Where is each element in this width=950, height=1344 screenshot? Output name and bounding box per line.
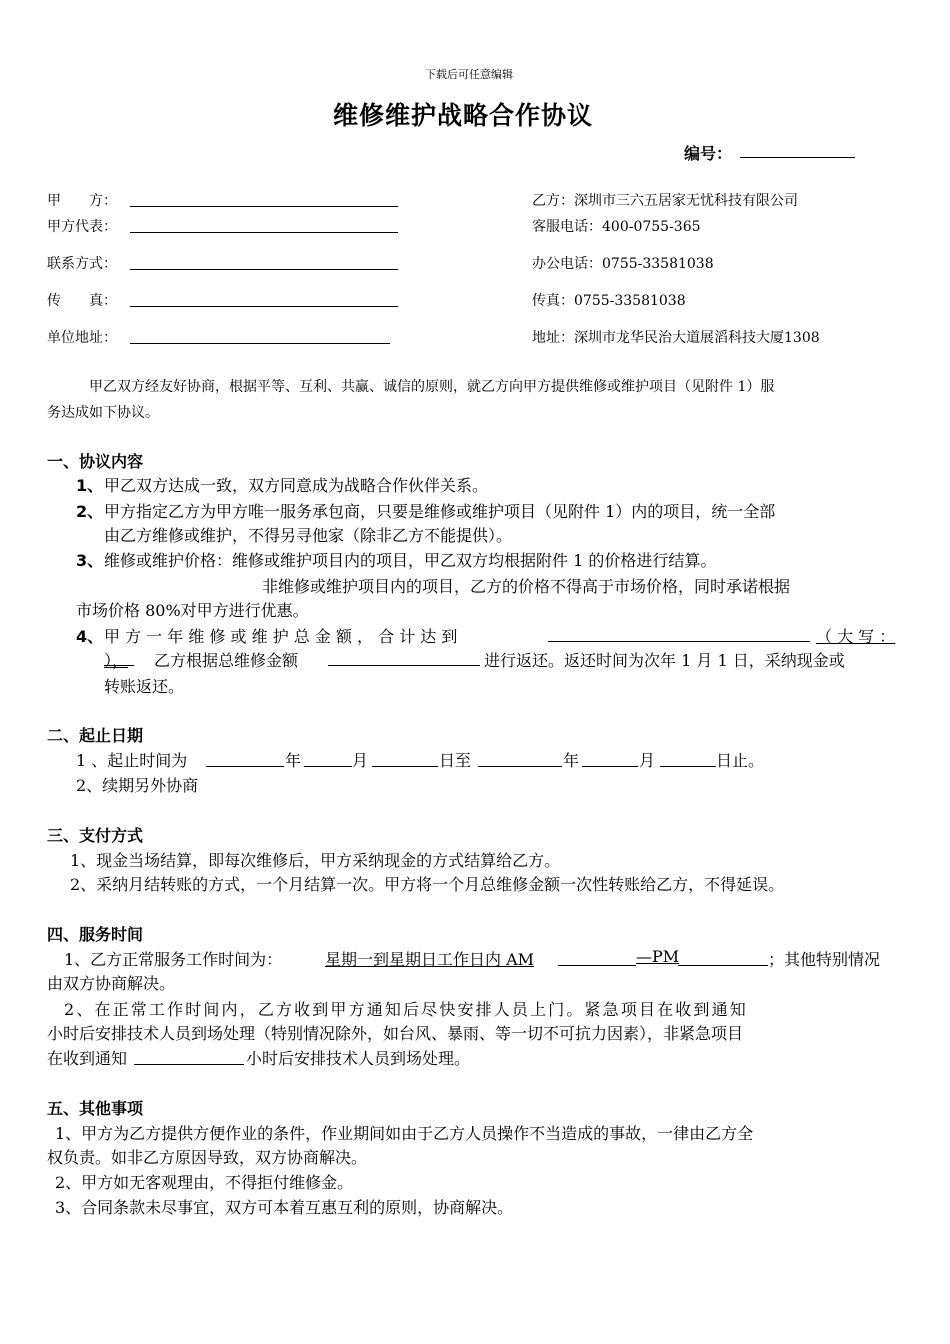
party-b-name: 乙方：深圳市三六五居家无忧科技有限公司 bbox=[532, 193, 798, 209]
s1-item2-number: 2、 bbox=[76, 502, 104, 521]
start-year-line[interactable] bbox=[206, 766, 284, 767]
s1-item2-line1: 甲方指定乙方为甲方唯一服务承包商，只要是维修或维护项目（见附件 1）内的项目，统一全部 bbox=[104, 502, 776, 521]
s1-item1-text: 甲乙双方达成一致，双方同意成为战略合作伙伴关系。 bbox=[104, 476, 489, 495]
party-a-fax-line[interactable] bbox=[130, 306, 398, 307]
s1-item4-number: 4、 bbox=[76, 627, 104, 646]
s3-item1-text: 1、现金当场结算，即每次维修后，甲方采纳现金的方式结算给乙方。 bbox=[70, 851, 561, 870]
s1-item3-line1: 维修或维护价格：维修或维护项目内的项目，甲乙双方均根据附件 1 的价格进行结算。 bbox=[104, 551, 717, 570]
party-a-contact-line[interactable] bbox=[130, 269, 398, 270]
intro-line-1: 甲乙双方经友好协商，根据平等、互利、共赢、诚信的原则，就乙方向甲方提供维修或维护项目（见附件 1）服 bbox=[89, 379, 775, 395]
s2-item1-text: 1 、起止时间为 bbox=[76, 751, 188, 770]
header-note: 下载后可任意编辑 bbox=[425, 68, 513, 81]
s4-item1-text-d: ；其他特别情况 bbox=[768, 950, 881, 969]
s4-item2-line3-a: 在收到通知 bbox=[47, 1049, 128, 1068]
s1-item4-text-e: 进行返还。返还时间为次年 1 月 1 日，采纳现金或 bbox=[484, 651, 845, 670]
number-field-line[interactable] bbox=[740, 157, 855, 158]
end-year-line[interactable] bbox=[478, 766, 562, 767]
start-day-line[interactable] bbox=[372, 766, 438, 767]
s5-item3-text: 3、合同条款未尽事宜，双方可本着互惠互利的原则，协商解决。 bbox=[55, 1198, 514, 1217]
party-b-address: 地址：深圳市龙华民治大道展滔科技大厦1308 bbox=[532, 330, 820, 346]
s4-item1-text-a: 1、乙方正常服务工作时间为： bbox=[64, 950, 283, 969]
end-day-line[interactable] bbox=[660, 766, 716, 767]
number-label: 编号： bbox=[684, 144, 733, 163]
s4-item1-text-b: 星期一到星期日工作日内 AM bbox=[325, 950, 535, 969]
s2-year-label: 年 bbox=[285, 751, 302, 770]
s1-item3-line2: 非维修或维护项目内的项目，乙方的价格不得高于市场价格，同时承诺根据 bbox=[262, 577, 791, 596]
s2-month-label: 月 bbox=[352, 751, 369, 770]
s1-item4-text-c: ）， bbox=[104, 651, 129, 670]
party-a-rep-label: 甲方代表： bbox=[47, 219, 117, 235]
s1-item3-line3: 市场价格 80%对甲方进行优惠。 bbox=[76, 601, 309, 620]
total-amount-line[interactable] bbox=[548, 641, 810, 642]
party-a-rep-line[interactable] bbox=[130, 232, 398, 233]
party-a-name-label: 甲 方： bbox=[47, 193, 117, 209]
party-b-fax: 传真：0755-33581038 bbox=[532, 293, 686, 309]
section2-heading: 二、起止日期 bbox=[47, 726, 144, 745]
s2-day-to-label: 日至 bbox=[439, 751, 472, 770]
party-a-name-line[interactable] bbox=[130, 206, 398, 207]
non-urgent-hours-line[interactable] bbox=[134, 1064, 244, 1065]
party-a-address-line[interactable] bbox=[130, 343, 390, 344]
s3-item2-text: 2、采纳月结转账的方式，一个月结算一次。甲方将一个月总维修金额一次性转账给乙方，不得延误。 bbox=[70, 875, 785, 894]
section3-heading: 三、支付方式 bbox=[47, 826, 144, 845]
s1-item4-text-d: 乙方根据总维修金额 bbox=[154, 651, 299, 670]
pm-time-line[interactable] bbox=[678, 965, 768, 966]
s4-item2-line1: 2、在正常工作时间内，乙方收到甲方通知后尽快安排人员上门。紧急项目在收到通知 bbox=[64, 1000, 748, 1019]
party-a-fax-label: 传 真： bbox=[47, 293, 117, 309]
party-b-service-phone: 客服电话：400-0755-365 bbox=[532, 219, 701, 235]
s4-item2-line3-b: 小时后安排技术人员到场处理。 bbox=[246, 1049, 471, 1068]
s1-item3-number: 3、 bbox=[76, 551, 104, 570]
s2-day-end-label: 日止。 bbox=[716, 751, 765, 770]
rebate-amount-line[interactable] bbox=[328, 665, 480, 666]
section1-heading: 一、协议内容 bbox=[47, 452, 144, 471]
party-a-address-label: 单位地址： bbox=[47, 330, 117, 346]
s5-item1-line2: 权负责。如非乙方原因导致，双方协商解决。 bbox=[47, 1148, 368, 1167]
s2-end-year-label: 年 bbox=[563, 751, 580, 770]
section5-heading: 五、其他事项 bbox=[47, 1099, 144, 1118]
s1-item2-line2: 由乙方维修或维护，不得另寻他家（除非乙方不能提供）。 bbox=[104, 526, 513, 545]
s1-item4-text-b: （ 大 写 ： bbox=[816, 627, 896, 646]
s4-item1-text-c: —PM bbox=[636, 947, 680, 966]
section4-heading: 四、服务时间 bbox=[47, 925, 144, 944]
s5-item1-line1: 1、甲方为乙方提供方便作业的条件，作业期间如由于乙方人员操作不当造成的事故，一律由乙方全 bbox=[55, 1124, 754, 1143]
end-month-line[interactable] bbox=[582, 766, 638, 767]
party-a-contact-label: 联系方式： bbox=[47, 256, 117, 272]
am-time-line[interactable] bbox=[558, 965, 636, 966]
s1-item4-line3: 转账返还。 bbox=[104, 677, 185, 696]
start-month-line[interactable] bbox=[304, 766, 352, 767]
s4-item2-line2: 小时后安排技术人员到场处理（特别情况除外，如台风、暴雨、等一切不可抗力因素），非紧急项目 bbox=[47, 1024, 744, 1043]
s2-item2-text: 2、续期另外协商 bbox=[76, 776, 199, 795]
party-b-office-phone: 办公电话：0755-33581038 bbox=[532, 256, 714, 272]
page-title: 维修维护战略合作协议 bbox=[333, 101, 594, 130]
s5-item2-text: 2、甲方如无客观理由，不得拒付维修金。 bbox=[55, 1173, 354, 1192]
s1-item1-number: 1、 bbox=[76, 476, 104, 495]
s1-item4-text-a: 甲 方 一 年 维 修 或 维 护 总 金 额 ， 合 计 达 到 bbox=[104, 627, 458, 646]
s4-item1-line2: 由双方协商解决。 bbox=[47, 974, 176, 993]
intro-line-2: 务达成如下协议。 bbox=[47, 405, 159, 421]
s2-end-month-label: 月 bbox=[639, 751, 656, 770]
